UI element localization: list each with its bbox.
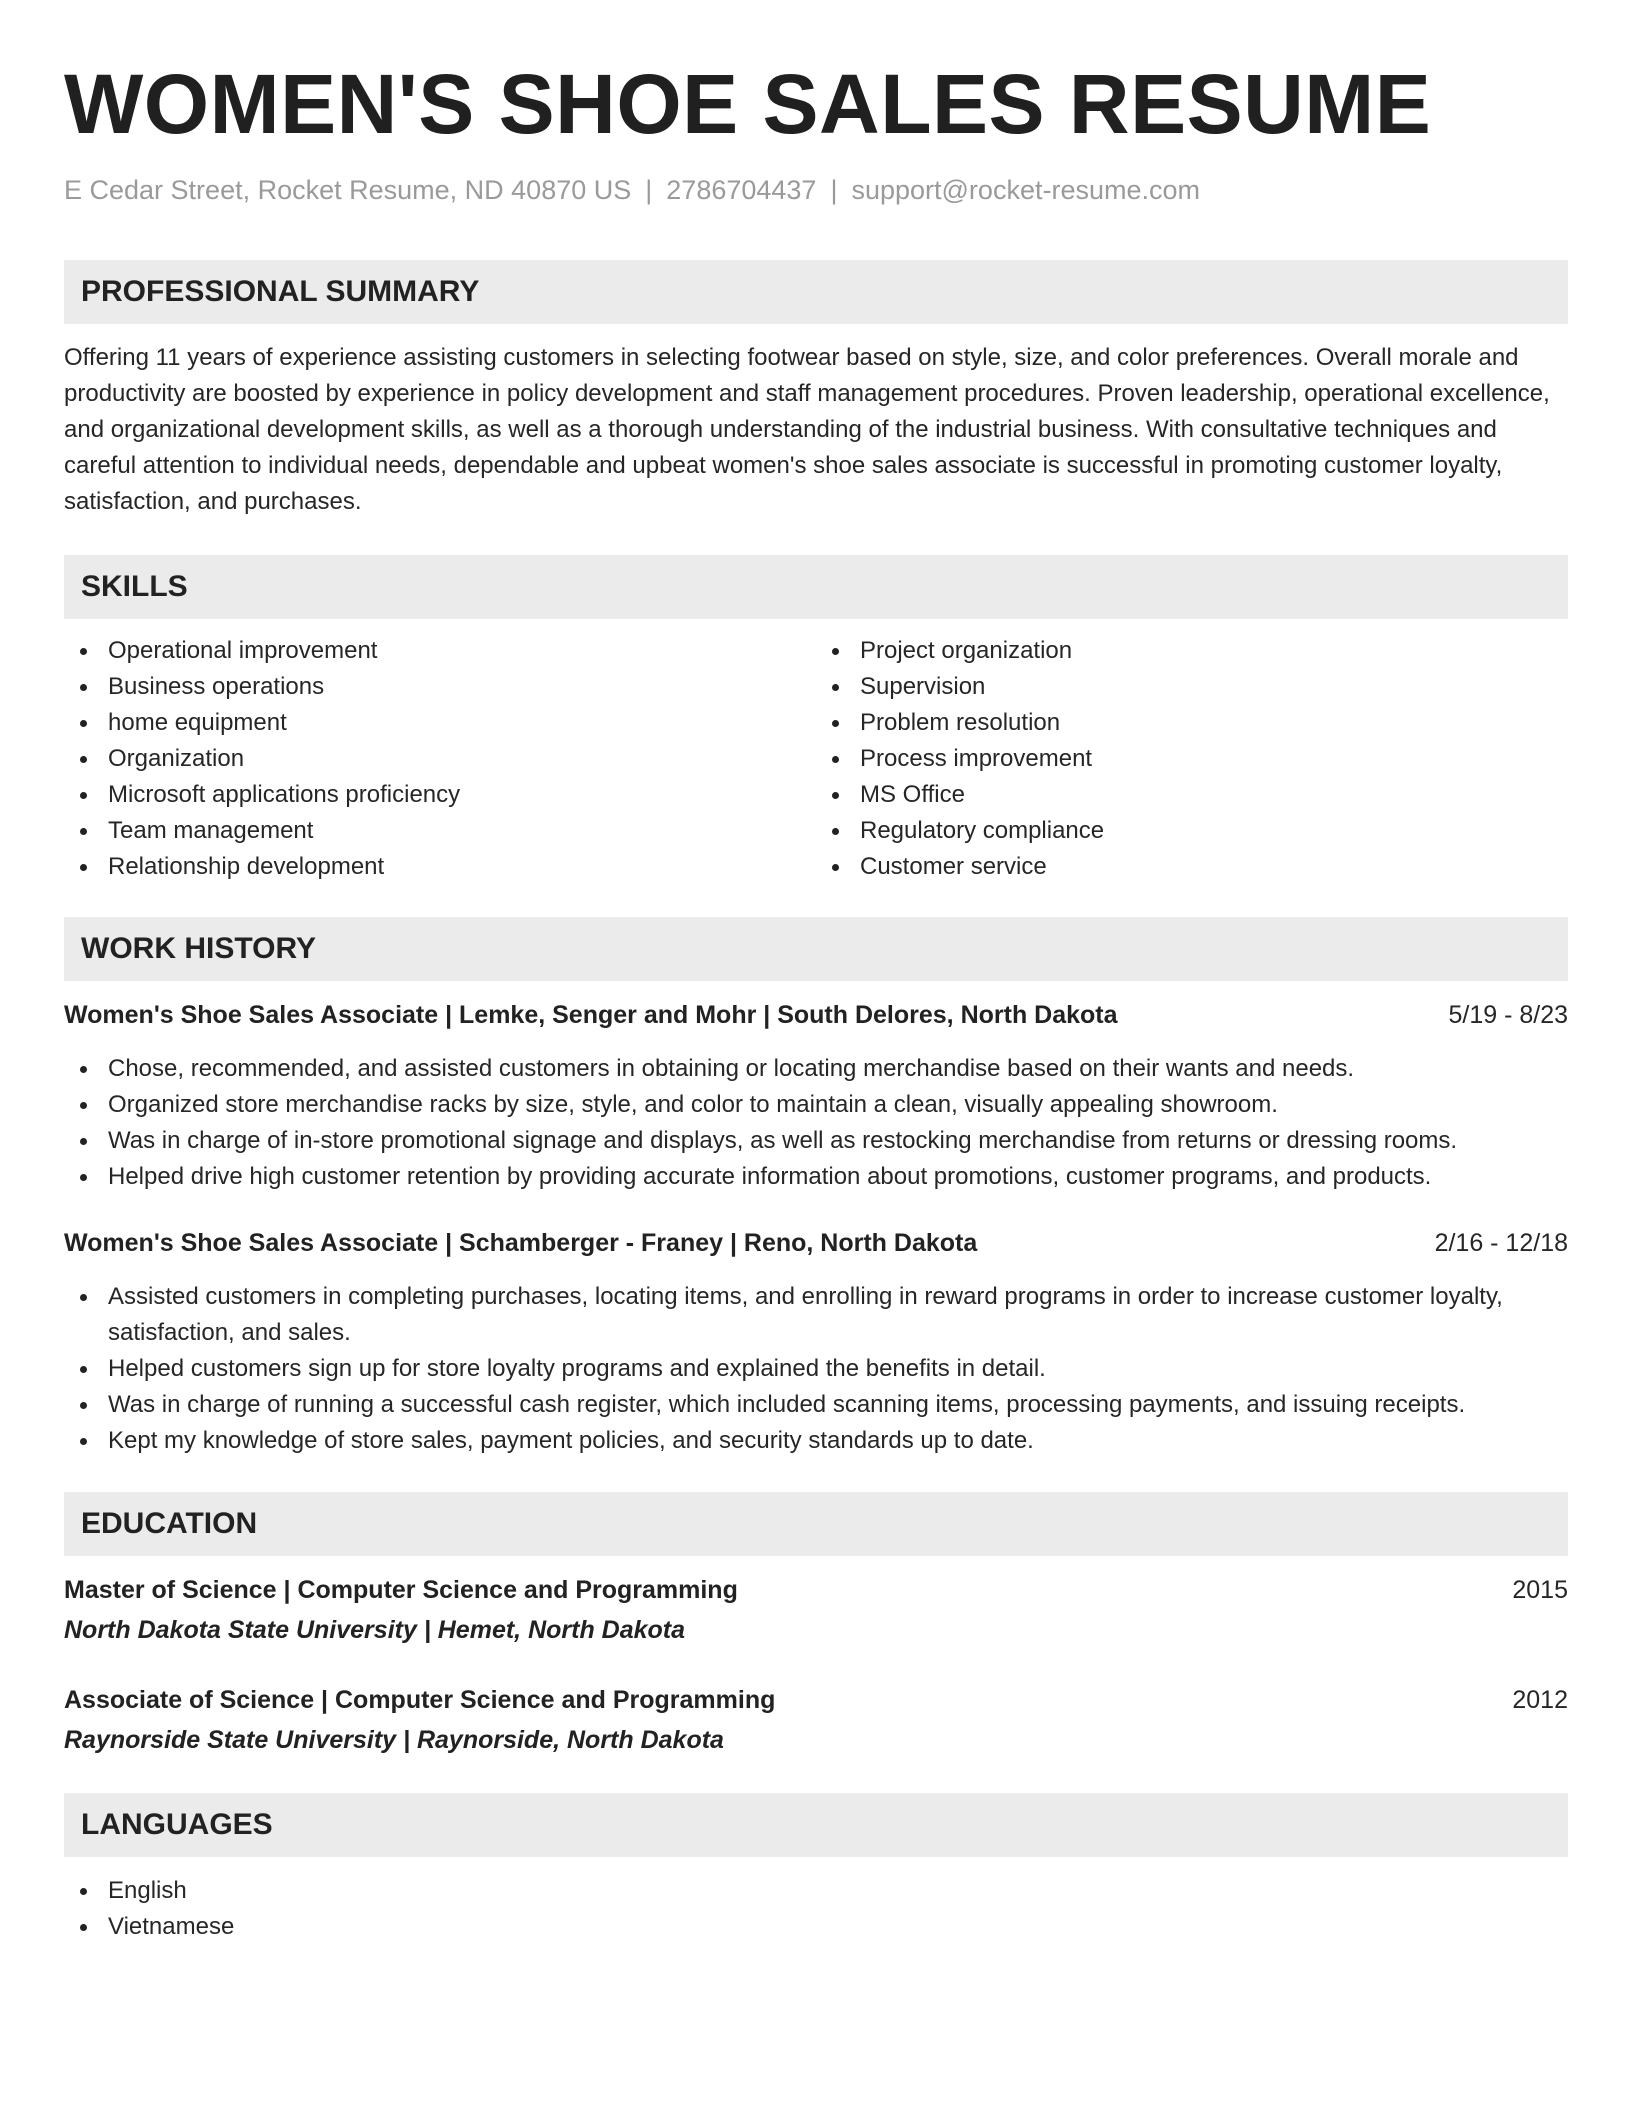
skill-item: Relationship development (64, 849, 816, 885)
work-history-heading: WORK HISTORY (64, 917, 1568, 981)
job-duty-item: Was in charge of in-store promotional signage and displays, as well as restocking merchandise from returns or dressing rooms. (64, 1123, 1568, 1159)
job-title: Women's Shoe Sales Associate | Lemke, Senger and Mohr | South Delores, North Dakota (64, 1001, 1118, 1029)
skill-item: Customer service (816, 849, 1568, 885)
contact-separator: | (830, 175, 838, 205)
languages-list (64, 1873, 1568, 1945)
contact-address: E Cedar Street, Rocket Resume, ND 40870 US (64, 175, 632, 205)
education-year: 2015 (1512, 1576, 1568, 1604)
education-degree: Associate of Science | Computer Science and Programming (64, 1686, 776, 1714)
education-school: Raynorside State University | Raynorside, North Dakota (64, 1726, 724, 1754)
languages-heading: LANGUAGES (64, 1793, 1568, 1857)
skill-item: Team management (64, 813, 816, 849)
job-duties-list (64, 1051, 1568, 1195)
education-degree-row (64, 1572, 1568, 1608)
education-heading: EDUCATION (64, 1492, 1568, 1556)
job-duties-list (64, 1279, 1568, 1459)
education-school: North Dakota State University | Hemet, North Dakota (64, 1616, 686, 1644)
contact-separator: | (645, 175, 653, 205)
contact-phone: 2786704437 (666, 175, 817, 205)
skill-item: Operational improvement (64, 633, 816, 669)
contact-line (64, 174, 1568, 206)
job-duty-item: Helped customers sign up for store loyalty programs and explained the benefits in detail. (64, 1351, 1568, 1387)
skill-item: Organization (64, 741, 816, 777)
education-degree: Master of Science | Computer Science and Programming (64, 1576, 738, 1604)
skill-item: Process improvement (816, 741, 1568, 777)
education-year: 2012 (1512, 1686, 1568, 1714)
skills-list-left (64, 633, 816, 885)
summary-heading: PROFESSIONAL SUMMARY (64, 260, 1568, 324)
language-item: English (64, 1873, 1568, 1909)
skill-item: Regulatory compliance (816, 813, 1568, 849)
summary-text: Offering 11 years of experience assisting customers in selecting footwear based on style, size, and color preferences. Overall morale and productivity are boosted by experience in policy development and staff management procedures. Proven leadership, operational excellence, and organizational development skills, as well as a thorough understanding of the industrial business. With consultative techniques and careful attention to individual needs, dependable and upbeat women's shoe sales associate is successful in promoting customer loyalty, satisfaction, and purchases. (64, 344, 1550, 515)
job-header (64, 1225, 1568, 1261)
contact-email: support@rocket-resume.com (851, 175, 1200, 205)
skill-item: Business operations (64, 669, 816, 705)
job-duty-item: Was in charge of running a successful cash register, which included scanning items, processing payments, and issuing receipts. (64, 1387, 1568, 1423)
job-dates: 5/19 - 8/23 (1448, 1001, 1568, 1029)
job-dates: 2/16 - 12/18 (1434, 1229, 1568, 1257)
skill-item: Problem resolution (816, 705, 1568, 741)
job-duty-item: Helped drive high customer retention by providing accurate information about promotions, customer programs, and products. (64, 1159, 1568, 1195)
job-header (64, 997, 1568, 1033)
skill-item: MS Office (816, 777, 1568, 813)
skill-item: Project organization (816, 633, 1568, 669)
skills-heading: SKILLS (64, 555, 1568, 619)
job-duty-item: Assisted customers in completing purchases, locating items, and enrolling in reward programs in order to increase customer loyalty, satisfaction, and sales. (64, 1279, 1568, 1351)
job-title: Women's Shoe Sales Associate | Schamberger - Franey | Reno, North Dakota (64, 1229, 978, 1257)
job-duty-item: Organized store merchandise racks by size, style, and color to maintain a clean, visually appealing showroom. (64, 1087, 1568, 1123)
skill-item: Supervision (816, 669, 1568, 705)
job-duty-item: Kept my knowledge of store sales, payment policies, and security standards up to date. (64, 1423, 1568, 1459)
skills-grid (64, 633, 1568, 885)
job-duty-item: Chose, recommended, and assisted customers in obtaining or locating merchandise based on their wants and needs. (64, 1051, 1568, 1087)
skill-item: Microsoft applications proficiency (64, 777, 816, 813)
education-degree-row (64, 1682, 1568, 1718)
skills-list-right (816, 633, 1568, 885)
skill-item: home equipment (64, 705, 816, 741)
language-item: Vietnamese (64, 1909, 1568, 1945)
resume-title: WOMEN'S SHOE SALES RESUME (64, 57, 1432, 151)
